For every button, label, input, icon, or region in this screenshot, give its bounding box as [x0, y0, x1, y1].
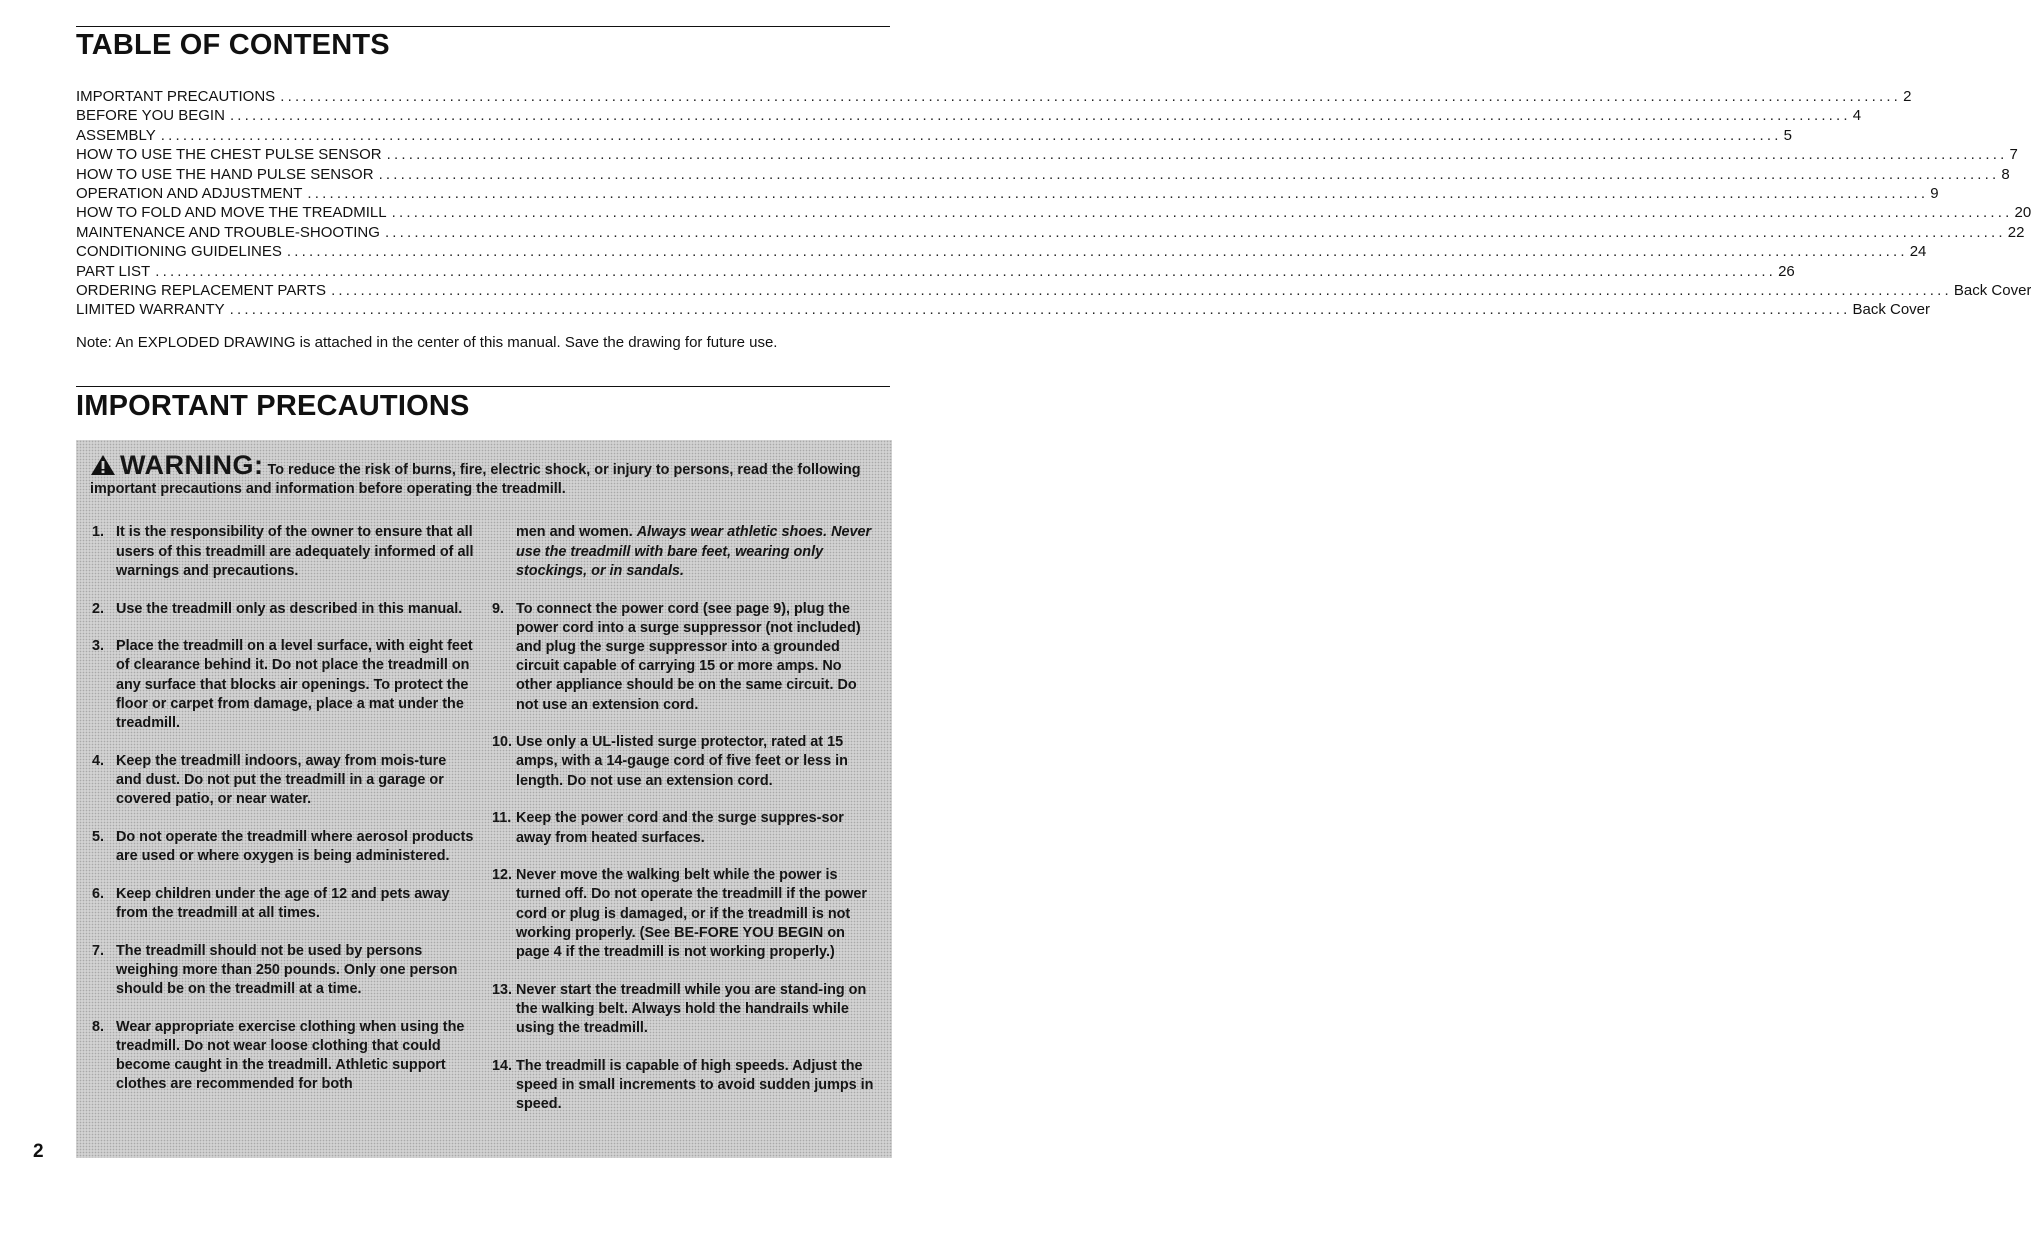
- toc-leader-dots: ............................................................................................................................................................................................................................: [386, 146, 2008, 164]
- toc-entry-label: OPERATION AND ADJUSTMENT: [76, 184, 303, 202]
- exploded-drawing-note: Note: An EXPLODED DRAWING is attached in the center of this manual. Save the drawing for future use.: [76, 334, 778, 351]
- precaution-number: 14.: [492, 1057, 513, 1074]
- warning-box: [76, 440, 892, 1158]
- toc-entry-label: IMPORTANT PRECAUTIONS: [76, 88, 276, 105]
- toc-leader-dots: ............................................................................................................................................................................................................................: [155, 262, 1777, 280]
- toc-leader-dots: ............................................................................................................................................................................................................................: [331, 281, 1952, 299]
- warning-label: WARNING:: [120, 450, 264, 480]
- toc-entry-page: 20: [2014, 204, 2031, 222]
- precaution-item: [492, 809, 874, 847]
- precaution-item: [92, 942, 474, 1000]
- toc-entry-label: CONDITIONING GUIDELINES: [76, 243, 282, 261]
- toc-entry-page: 4: [1852, 107, 1862, 125]
- precaution-text: Wear appropriate exercise clothing when using the treadmill. Do not wear loose clothing that could become caught in the treadmill. Athletic support clothes are recommended for both: [116, 1018, 465, 1093]
- toc-title: TABLE OF CONTENTS: [76, 29, 390, 61]
- precaution-number: 2.: [92, 600, 105, 617]
- precaution-item: [92, 523, 474, 581]
- precaution-number: 3.: [92, 638, 105, 655]
- toc-entry[interactable]: [76, 203, 2031, 222]
- precaution-text: Use only a UL-listed surge protector, rated at 15 amps, with a 14-gauge cord of five feet or less in length. Do not use an extension cord.: [516, 734, 848, 789]
- precaution-item: [492, 733, 874, 791]
- precaution-number: 9.: [492, 600, 505, 617]
- toc-leader-dots: ............................................................................................................................................................................................................................: [286, 243, 1908, 261]
- precaution-item: [92, 1018, 474, 1095]
- toc-entry-label: PART LIST: [76, 262, 151, 280]
- precaution-text: The treadmill should not be used by persons weighing more than 250 pounds. Only one person should be on the treadmill at a time.: [116, 942, 458, 998]
- warning-text: To reduce the risk of burns, fire, electric shock, or injury to persons, read the following important precautions and information before operating the treadmill.: [90, 462, 861, 498]
- toc-entry-page: 22: [2007, 223, 2025, 241]
- precaution-text: Keep children under the age of 12 and pets away from the treadmill at all times.: [116, 885, 450, 921]
- toc-entry[interactable]: [76, 242, 1927, 261]
- precaution-text: It is the responsibility of the owner to ensure that all users of this treadmill are adequately informed of all warnings and precautions.: [116, 524, 474, 579]
- toc-leader-dots: ............................................................................................................................................................................................................................: [391, 204, 2013, 222]
- precaution-number: 12.: [492, 867, 513, 884]
- toc-entry[interactable]: [76, 126, 1792, 145]
- toc-entry-page: 2: [1903, 88, 1912, 105]
- toc-entry[interactable]: [76, 106, 1862, 125]
- precaution-text: The treadmill is capable of high speeds. Adjust the speed in small increments to avoid sudden jumps in speed.: [516, 1057, 874, 1113]
- warning-heading: [90, 450, 874, 499]
- toc-entry-label: BEFORE YOU BEGIN: [76, 107, 225, 125]
- toc-entry[interactable]: [76, 184, 1939, 203]
- precaution-number: 10.: [492, 734, 513, 751]
- toc-entry-page: 5: [1783, 126, 1792, 144]
- toc-entry[interactable]: [76, 300, 1931, 319]
- toc-entry-page: 8: [2001, 165, 2010, 183]
- toc-entry-label: LIMITED WARRANTY: [76, 301, 225, 319]
- toc-entry[interactable]: [76, 281, 2031, 300]
- toc-leader-dots: ............................................................................................................................................................................................................................: [384, 223, 2006, 241]
- toc-leader-dots: ............................................................................................................................................................................................................................: [378, 165, 2000, 183]
- toc-entry[interactable]: [76, 223, 2025, 242]
- toc-entry-page: 24: [1909, 243, 1927, 261]
- page-number: 2: [33, 1141, 44, 1162]
- precautions-title: IMPORTANT PRECAUTIONS: [76, 390, 470, 422]
- toc-entry-label: MAINTENANCE AND TROUBLE-SHOOTING: [76, 223, 380, 241]
- toc-leader-dots: ............................................................................................................................................................................................................................: [280, 88, 1902, 105]
- precaution-text: Keep the power cord and the surge suppres-sor away from heated surfaces.: [516, 810, 844, 846]
- precaution-item: [492, 600, 874, 715]
- precautions-top-rule: [76, 386, 890, 387]
- toc-entry-label: ORDERING REPLACEMENT PARTS: [76, 281, 327, 299]
- precaution-number: 6.: [92, 885, 105, 902]
- precaution-text: To connect the power cord (see page 9), plug the power cord into a surge suppressor (not included) and plug the surge suppressor into a grounded circuit capable of carrying 15 or more amps. No other appliance should be on the same circuit. Do not use an extension cord.: [516, 600, 861, 713]
- precaution-item: [92, 885, 474, 923]
- toc-entry[interactable]: [76, 262, 1795, 281]
- precaution-item: [92, 828, 474, 866]
- toc-entry-label: HOW TO USE THE CHEST PULSE SENSOR: [76, 146, 382, 164]
- toc-entry-label: ASSEMBLY: [76, 126, 156, 144]
- toc-entry[interactable]: [76, 145, 2018, 164]
- precaution-item-continued: [492, 523, 874, 581]
- precaution-text: Use the treadmill only as described in this manual.: [116, 600, 463, 617]
- precaution-item: [492, 981, 874, 1039]
- toc-entry-page: 26: [1778, 262, 1795, 280]
- toc-leader-dots: ............................................................................................................................................................................................................................: [229, 301, 1851, 319]
- precaution-number: 5.: [92, 828, 105, 845]
- precaution-emphasis: Always wear athletic shoes. Never use the treadmill with bare feet, wearing only stockings, or in sandals.: [516, 524, 872, 579]
- precautions-right-column: [492, 523, 874, 1133]
- precaution-number: 4.: [92, 752, 105, 769]
- toc-entry-label: HOW TO USE THE HAND PULSE SENSOR: [76, 165, 374, 183]
- precaution-text: men and women.: [516, 524, 633, 541]
- toc-entry-page: 7: [2009, 146, 2018, 164]
- toc-entry-page: Back Cover: [1852, 301, 1931, 319]
- precaution-number: 13.: [492, 981, 513, 998]
- toc-entry-page: 9: [1930, 184, 1939, 202]
- precautions-columns: [90, 523, 874, 1133]
- precaution-item: [92, 637, 474, 733]
- precaution-item: [92, 600, 474, 619]
- toc-leader-dots: ............................................................................................................................................................................................................................: [160, 126, 1782, 144]
- warning-triangle-icon: [90, 454, 116, 476]
- precaution-number: 8.: [92, 1018, 105, 1035]
- precaution-text: Never move the walking belt while the power is turned off. Do not operate the treadmill if the power cord or plug is damaged, or if the treadmill is not working properly. (See BE-FORE YOU BEGIN on page 4 if the treadmill is not working properly.): [516, 867, 867, 961]
- toc-entry-label: HOW TO FOLD AND MOVE THE TREADMILL: [76, 204, 387, 222]
- precaution-item: [492, 1057, 874, 1115]
- precaution-text: Never start the treadmill while you are stand-ing on the walking belt. Always hold the handrails while using the treadmill.: [516, 981, 867, 1037]
- precaution-text: Place the treadmill on a level surface, with eight feet of clearance behind it. Do not place the treadmill on any surface that blocks air openings. To protect the floor or carpet from damage, place a mat under the treadmill.: [116, 638, 473, 732]
- precaution-number: 1.: [92, 524, 105, 541]
- toc-leader-dots: ............................................................................................................................................................................................................................: [307, 184, 1929, 202]
- toc-list: [76, 87, 2031, 320]
- precaution-item: [492, 866, 874, 962]
- precaution-item: [92, 752, 474, 810]
- toc-entry[interactable]: [76, 165, 2010, 184]
- precaution-number: 11.: [492, 810, 512, 827]
- toc-entry[interactable]: [76, 87, 1912, 106]
- toc-entry-page: Back Cover: [1953, 281, 2031, 299]
- precaution-text: Do not operate the treadmill where aerosol products are used or where oxygen is being administered.: [116, 828, 474, 865]
- precaution-number: 7.: [92, 942, 105, 959]
- precautions-left-column: [90, 523, 474, 1133]
- toc-top-rule: [76, 26, 890, 27]
- precaution-text: Keep the treadmill indoors, away from mois-ture and dust. Do not put the treadmill in a garage or covered patio, or near water.: [116, 752, 447, 808]
- toc-leader-dots: ............................................................................................................................................................................................................................: [229, 107, 1851, 125]
